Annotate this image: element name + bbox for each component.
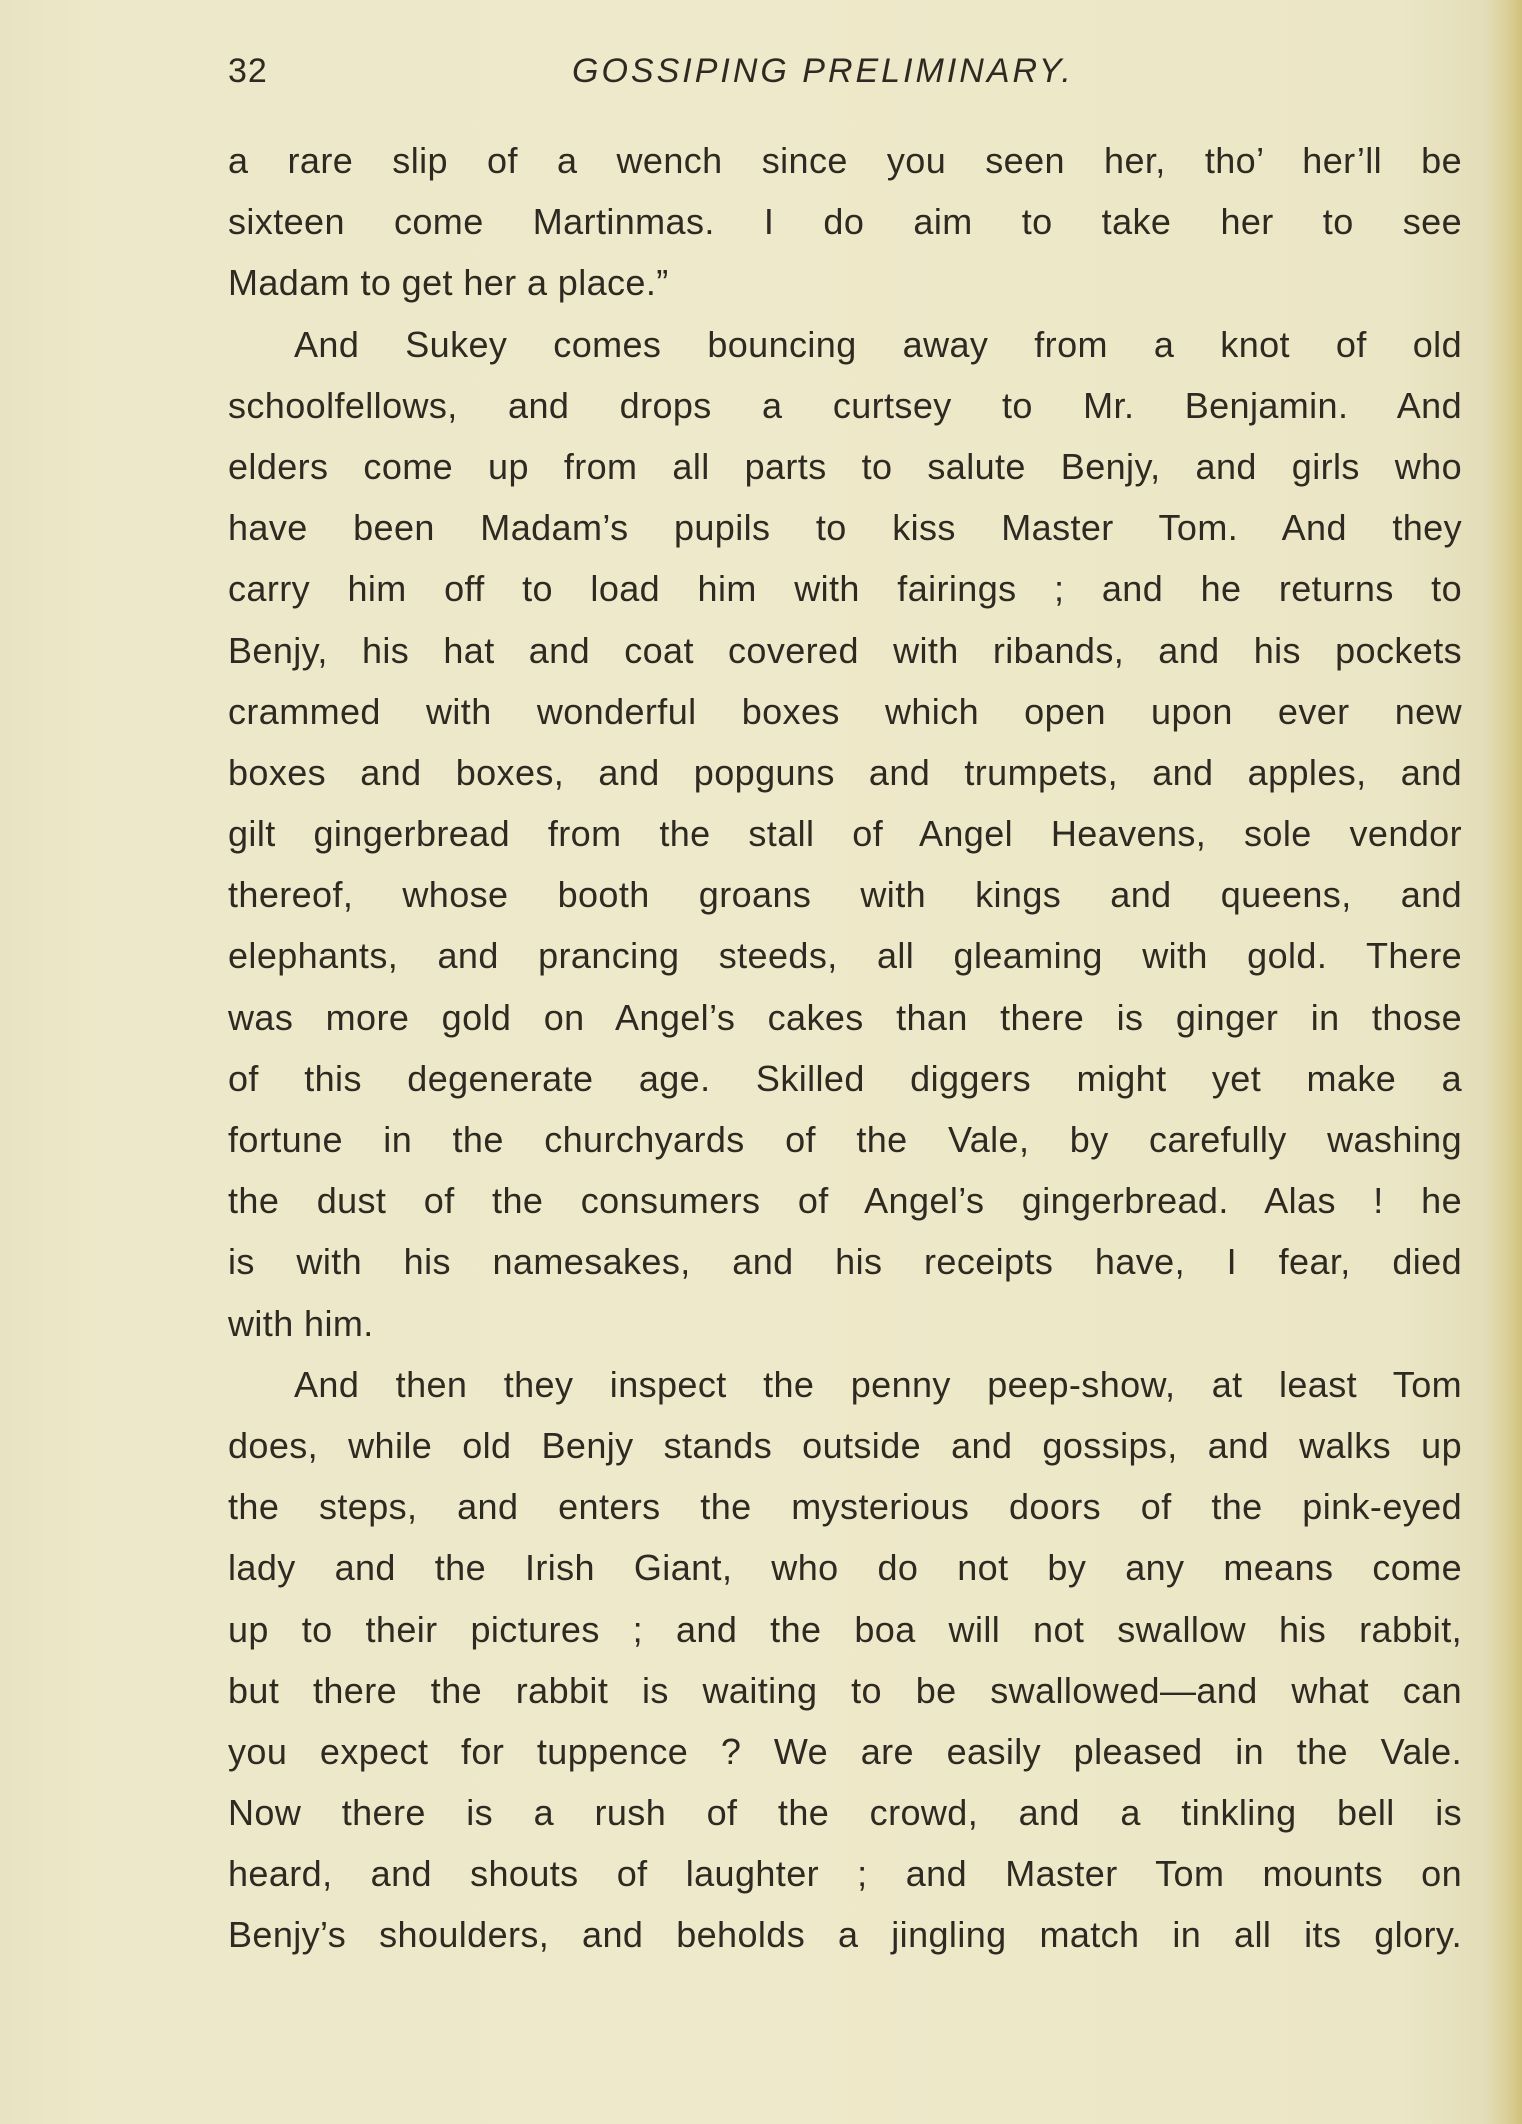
text-line: have been Madam’s pupils to kiss Master Tom. And they xyxy=(228,507,1462,549)
text-line: sixteen come Martinmas. I do aim to take her to see xyxy=(228,201,1462,243)
text-line: with him. xyxy=(228,1302,374,1344)
text-line: gilt gingerbread from the stall of Angel Heavens, sole vendor xyxy=(228,813,1462,855)
body-text xyxy=(228,130,1462,1966)
text-line: elephants, and prancing steeds, all gleaming with gold. There xyxy=(228,935,1462,977)
text-line: up to their pictures ; and the boa will not swallow his rabbit, xyxy=(228,1608,1462,1650)
text-line: of this degenerate age. Skilled diggers might yet make a xyxy=(228,1057,1462,1099)
text-line: was more gold on Angel’s cakes than there is ginger in those xyxy=(228,996,1462,1038)
text-line: thereof, whose booth groans with kings and queens, and xyxy=(228,874,1462,916)
text-line: you expect for tuppence ? We are easily pleased in the Vale. xyxy=(228,1730,1462,1772)
running-head xyxy=(228,52,1458,112)
text-line: heard, and shouts of laughter ; and Master Tom mounts on xyxy=(228,1853,1462,1895)
text-line: Madam to get her a place.” xyxy=(228,262,669,304)
text-line: crammed with wonderful boxes which open upon ever new xyxy=(228,690,1462,732)
text-line: but there the rabbit is waiting to be swallowed—and what can xyxy=(228,1669,1462,1711)
text-line: does, while old Benjy stands outside and gossips, and walks up xyxy=(228,1424,1462,1466)
text-line: Benjy’s shoulders, and beholds a jingling match in all its glory. xyxy=(228,1914,1462,1956)
text-line: a rare slip of a wench since you seen her, tho’ her’ll be xyxy=(228,140,1462,181)
paragraph-start-line: And Sukey comes bouncing away from a knot of old xyxy=(294,323,1462,365)
text-line: Now there is a rush of the crowd, and a tinkling bell is xyxy=(228,1792,1462,1834)
page-edge-shadow xyxy=(1484,0,1522,2124)
text-line: carry him off to load him with fairings ; and he returns to xyxy=(228,568,1462,610)
text-line: is with his namesakes, and his receipts have, I fear, died xyxy=(228,1241,1462,1283)
text-line: Benjy, his hat and coat covered with ribands, and his pockets xyxy=(228,629,1462,671)
text-line: elders come up from all parts to salute Benjy, and girls who xyxy=(228,445,1462,487)
text-line: fortune in the churchyards of the Vale, by carefully washing xyxy=(228,1119,1462,1160)
text-line: boxes and boxes, and popguns and trumpets, and apples, and xyxy=(228,751,1462,793)
running-title: GOSSIPING PRELIMINARY. xyxy=(572,52,1074,90)
paragraph-start-line: And then they inspect the penny peep-show, at least Tom xyxy=(294,1363,1462,1405)
text-line: lady and the Irish Giant, who do not by any means come xyxy=(228,1547,1462,1589)
page-number: 32 xyxy=(228,52,268,90)
text-line: the dust of the consumers of Angel’s gingerbread. Alas ! he xyxy=(228,1180,1462,1222)
text-line: the steps, and enters the mysterious doors of the pink-eyed xyxy=(228,1486,1462,1528)
text-line: schoolfellows, and drops a curtsey to Mr. Benjamin. And xyxy=(228,384,1462,426)
